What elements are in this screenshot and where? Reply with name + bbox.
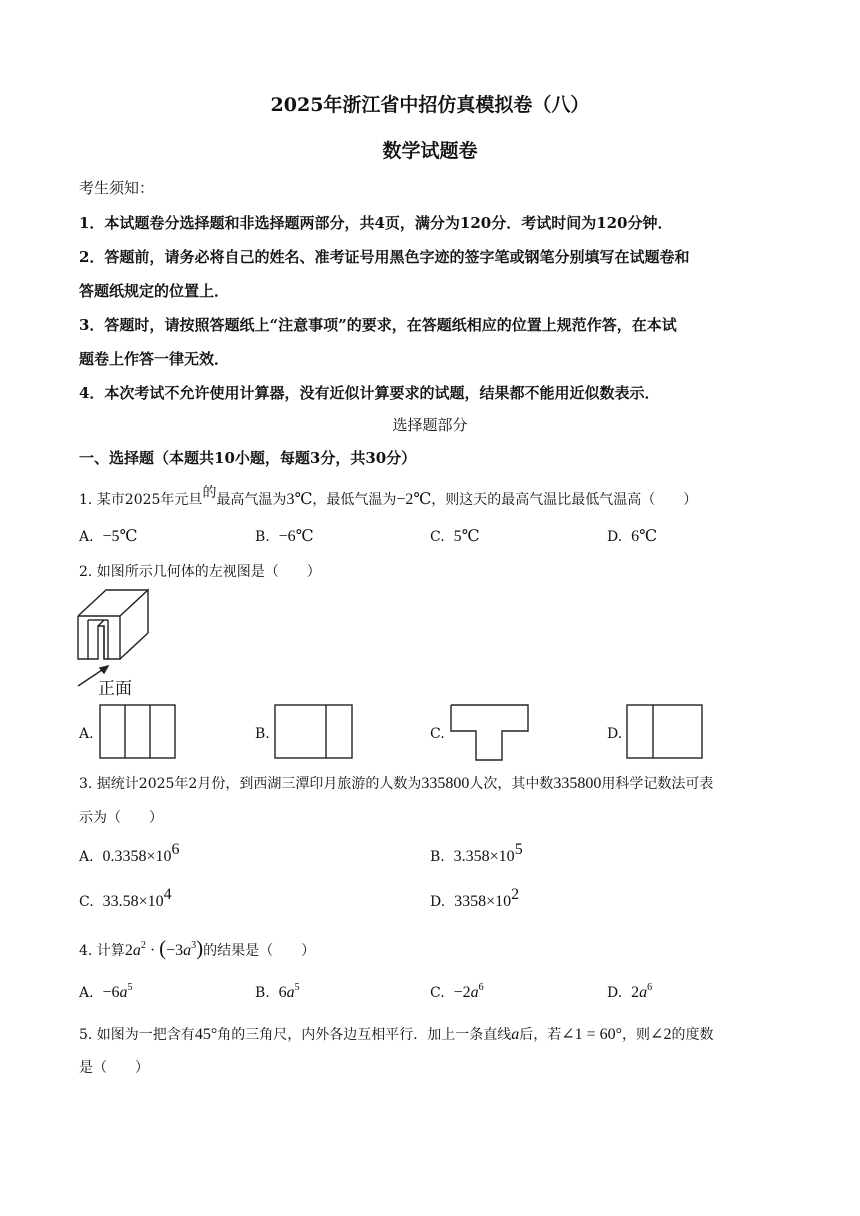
notice-item-3: 3．答题时，请按照答题纸上“注意事项”的要求，在答题纸相应的位置上规范作答，在本试 [79,316,677,334]
q2-option-d-label[interactable]: D. [607,726,623,742]
q4-option-b[interactable]: B. $6a^5$ [255,982,300,1001]
q2-option-a-figure[interactable] [99,704,177,760]
question-4-stem: 4. 计算$2a^2 \cdot (-3a^3)$的结果是（ ） [79,936,316,960]
q3-option-c[interactable]: C. $33.58\times 10^4$ [79,886,172,910]
q2-option-c-figure[interactable] [450,704,530,762]
q2-option-b-figure[interactable] [274,704,354,760]
q3-option-b[interactable]: B. $3.358\times 10^5$ [430,841,523,865]
question-2-stem: 2. 如图所示几何体的左视图是（ ） [79,564,321,580]
q1-option-a[interactable]: A. −5℃ [79,528,138,545]
notice-item-3-cont: 题卷上作答一律无效． [79,350,230,368]
question-5-stem: 5. 如图为一把含有45°角的三角尺，内外各边互相平行．加上一条直线a后，若∠1 = 60°，则∠2的度数 [79,1026,714,1043]
question-5-stem-cont: 是（ ） [79,1060,149,1076]
q3-option-d[interactable]: D. $3358\times 10^2$ [430,886,520,910]
q2-option-b-label[interactable]: B. [255,726,270,742]
notice-item-2-cont: 答题纸规定的位置上． [79,282,230,300]
section-label: 选择题部分 [392,416,468,434]
page-title: 2025年浙江省中招仿真模拟卷（八） [270,94,590,116]
q4-option-a[interactable]: A. $-6a^5$ [79,982,133,1001]
question-1-stem: 1. 某市2025年元旦的最高气温为3℃，最低气温为−2℃，则这天的最高气温比最低气温高（ ） [79,485,698,508]
question-3-stem-cont: 示为（ ） [79,810,163,826]
q3-option-a[interactable]: A. $0.3358\times 10^6$ [79,841,180,865]
part-one-heading: 一、选择题（本题共10小题，每题3分，共30分） [79,449,417,467]
notice-heading: 考生须知： [79,179,155,197]
q2-option-c-label[interactable]: C. [430,726,445,742]
page-subtitle: 数学试题卷 [382,140,478,162]
q2-option-a-label[interactable]: A. [79,726,94,742]
q1-option-b[interactable]: B. −6℃ [255,528,314,545]
q2-option-d-figure[interactable] [626,704,704,760]
q1-option-c[interactable]: C. 5℃ [430,528,480,545]
q2-front-label: 正面 [98,679,132,699]
q4-option-c[interactable]: C. $-2a^6$ [430,982,484,1001]
notice-item-4: 4．本次考试不允许使用计算器，没有近似计算要求的试题，结果都不能用近似数表示． [79,384,660,402]
q1-option-d[interactable]: D. 6℃ [607,528,657,545]
question-3-stem: 3. 据统计2025年2月份，到西湖三潭印月旅游的人数为335800人次，其中数335800用科学记数法可表 [79,775,714,792]
notice-item-2: 2．答题前，请务必将自己的姓名、准考证号用黑色字迹的签字笔或钢笔分别填写在试题卷和 [79,248,690,266]
q4-option-d[interactable]: D. $2a^6$ [607,982,653,1001]
notice-item-1: 1．本试题卷分选择题和非选择题两部分，共4页，满分为120分．考试时间为120分钟． [79,214,673,232]
